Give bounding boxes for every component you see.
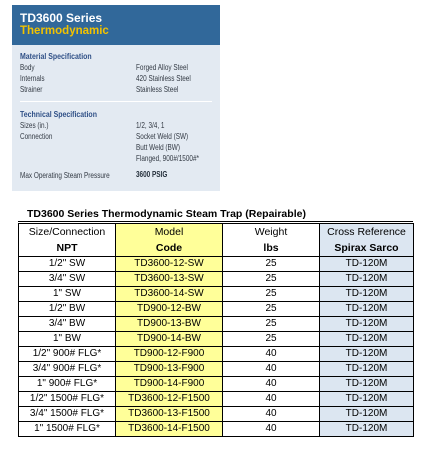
spec-label-body: Body [20,63,35,72]
steam-trap-table [18,223,414,437]
cell-size: 3/4" 900# FLG* [19,362,116,377]
cell-size: 1/2" SW [19,257,116,272]
header-cross-reference: Cross Reference [320,224,414,241]
spec-value-body: Forged Alloy Steel [136,63,188,72]
header-lbs: lbs [223,240,320,257]
cell-model: TD3600-13-F1500 [116,407,223,422]
spec-divider [20,101,212,102]
table-row [19,302,414,317]
table-row [19,392,414,407]
header-weight: Weight [223,224,320,241]
cell-model: TD900-14-F900 [116,377,223,392]
cell-cross-reference: TD-120M [320,407,414,422]
cell-cross-reference: TD-120M [320,302,414,317]
table-title: TD3600 Series Thermodynamic Steam Trap (Repairable) [27,208,306,220]
header-npt: NPT [19,240,116,257]
table-row [19,377,414,392]
spec-value-connection-flanged: Flanged, 900#/1500#* [136,154,199,163]
cell-cross-reference: TD-120M [320,347,414,362]
cell-model: TD3600-14-SW [116,287,223,302]
cell-model: TD900-12-BW [116,302,223,317]
cell-weight: 25 [223,287,320,302]
cell-size: 3/4" 1500# FLG* [19,407,116,422]
header-code: Code [116,240,223,257]
table-row [19,257,414,272]
cell-size: 1" 1500# FLG* [19,422,116,437]
table-row [19,362,414,377]
cell-weight: 25 [223,302,320,317]
cell-weight: 40 [223,407,320,422]
cell-weight: 40 [223,392,320,407]
cell-weight: 40 [223,347,320,362]
spec-card [12,5,220,191]
cell-size: 1" SW [19,287,116,302]
spec-card-header [12,5,220,45]
spec-value-sizes: 1/2, 3/4, 1 [136,121,165,130]
cell-size: 1/2" BW [19,302,116,317]
cell-model: TD900-13-BW [116,317,223,332]
table-body [19,257,414,437]
header-spirax-sarco: Spirax Sarco [320,240,414,257]
table-row [19,422,414,437]
spec-value-strainer: Stainless Steel [136,85,179,94]
table-row [19,317,414,332]
cell-cross-reference: TD-120M [320,362,414,377]
table-row [19,407,414,422]
table-header-row [19,224,414,241]
table-row [19,332,414,347]
cell-size: 1" 900# FLG* [19,377,116,392]
table-title-underline [18,221,413,222]
spec-label-pressure: Max Operating Steam Pressure [20,171,110,180]
cell-model: TD3600-13-SW [116,272,223,287]
header-size-connection: Size/Connection [19,224,116,241]
header-model: Model [116,224,223,241]
cell-model: TD3600-12-SW [116,257,223,272]
spec-label-connection: Connection [20,132,53,141]
cell-size: 3/4" BW [19,317,116,332]
cell-weight: 40 [223,422,320,437]
cell-cross-reference: TD-120M [320,392,414,407]
spec-label-internals: Internals [20,74,45,83]
table-subheader-row [19,240,414,257]
cell-cross-reference: TD-120M [320,287,414,302]
cell-model: TD900-14-BW [116,332,223,347]
cell-cross-reference: TD-120M [320,332,414,347]
cell-size: 1/2" 1500# FLG* [19,392,116,407]
cell-model: TD3600-14-F1500 [116,422,223,437]
technical-spec-heading: Technical Specification [20,109,97,119]
cell-size: 1" BW [19,332,116,347]
cell-weight: 40 [223,362,320,377]
table-row [19,272,414,287]
cell-size: 1/2" 900# FLG* [19,347,116,362]
cell-cross-reference: TD-120M [320,272,414,287]
spec-label-sizes: Sizes (in.) [20,121,49,130]
table-row [19,287,414,302]
cell-cross-reference: TD-120M [320,422,414,437]
series-subtitle: Thermodynamic [20,25,109,37]
spec-value-internals: 420 Stainless Steel [136,74,191,83]
cell-weight: 25 [223,317,320,332]
cell-weight: 25 [223,257,320,272]
cell-model: TD3600-12-F1500 [116,392,223,407]
cell-cross-reference: TD-120M [320,257,414,272]
spec-value-connection-sw: Socket Weld (SW) [136,132,189,141]
series-title: TD3600 Series [20,11,103,25]
material-spec-heading: Material Specification [20,51,92,61]
cell-weight: 25 [223,332,320,347]
spec-value-pressure: 3600 PSIG [136,170,168,179]
cell-cross-reference: TD-120M [320,377,414,392]
cell-weight: 40 [223,377,320,392]
table-row [19,347,414,362]
cell-model: TD900-13-F900 [116,362,223,377]
cell-model: TD900-12-F900 [116,347,223,362]
spec-value-connection-bw: Butt Weld (BW) [136,143,180,152]
cell-size: 3/4" SW [19,272,116,287]
spec-label-strainer: Strainer [20,85,43,94]
cell-weight: 25 [223,272,320,287]
cell-cross-reference: TD-120M [320,317,414,332]
